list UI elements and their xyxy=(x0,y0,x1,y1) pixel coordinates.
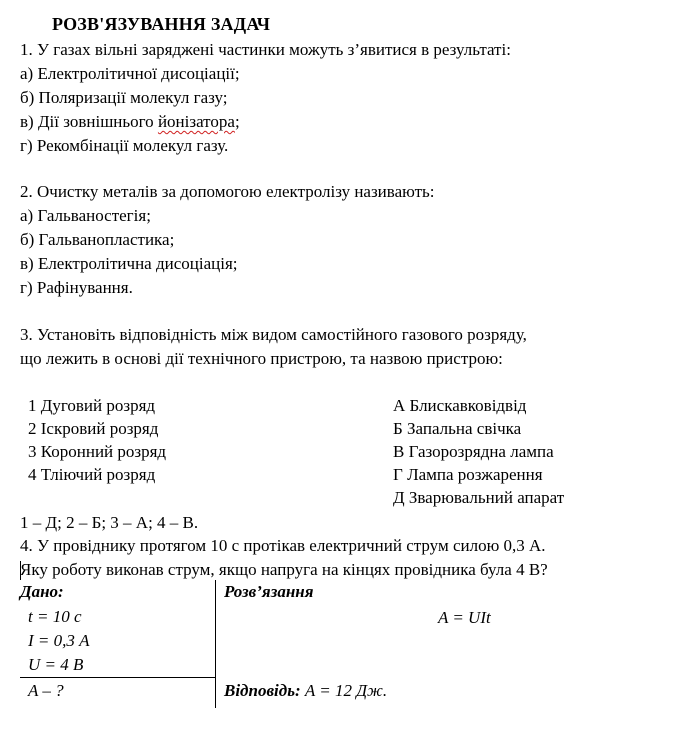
spellcheck-word: йонізатора xyxy=(157,112,235,131)
q2-option-b: б) Гальванопластика; xyxy=(20,230,175,249)
q1-option-b: б) Поляризації молекул газу; xyxy=(20,88,228,107)
find-item: A – ? xyxy=(28,681,64,700)
q3-right-item: В Газорозрядна лампа xyxy=(393,442,554,461)
q3-question-line2: що лежить в основі дії технічного пристрою, та назвою пристрою: xyxy=(20,349,503,368)
answer-label: Відповідь: xyxy=(224,681,301,700)
q4-line1: 4. У провіднику протягом 10 с протікав електричний струм силою 0,3 А. xyxy=(20,536,546,555)
q3-left-item: 1 Дуговий розряд xyxy=(28,396,156,415)
q2-option-c: в) Електролітична дисоціація; xyxy=(20,254,238,273)
q3-right-item: А Блискавковідвід xyxy=(393,396,527,415)
q1-question: 1. У газах вільні заряджені частинки можуть з’явитися в результаті: xyxy=(20,40,511,59)
given-item: U = 4 В xyxy=(28,655,84,674)
q1-option-c xyxy=(20,111,240,133)
final-answer xyxy=(224,680,387,702)
given-item: I = 0,3 А xyxy=(28,631,90,650)
q1-option-c-suffix: ; xyxy=(234,112,240,131)
page-title: РОЗВ'ЯЗУВАННЯ ЗАДАЧ xyxy=(52,14,271,34)
q1-option-a: а) Електролітичної дисоціації; xyxy=(20,64,240,83)
given-label: Дано: xyxy=(20,582,64,601)
answer-value: A = 12 Дж. xyxy=(300,681,388,700)
q4-line2: Яку роботу виконав струм, якщо напруга на кінцях провідника була 4 В? xyxy=(20,560,548,579)
q1-option-c-prefix: в) Дії зовнішнього xyxy=(20,112,158,131)
q3-right-item: Б Запальна свічка xyxy=(393,419,522,438)
solution-divider-vertical xyxy=(215,580,216,708)
q3-left-item: 4 Тліючий розряд xyxy=(28,465,156,484)
q2-option-a: а) Гальваностегія; xyxy=(20,206,151,225)
given-item: t = 10 с xyxy=(28,607,82,626)
q1-option-d: г) Рекомбінації молекул газу. xyxy=(20,136,229,155)
q3-question-line1: 3. Установіть відповідність між видом самостійного газового розряду, xyxy=(20,325,527,344)
q3-left-item: 2 Іскровий розряд xyxy=(28,419,159,438)
q3-right-item: Д Зварювальний апарат xyxy=(393,488,565,507)
q2-option-d: г) Рафінування. xyxy=(20,278,133,297)
q3-answer: 1 – Д; 2 – Б; 3 – А; 4 – В. xyxy=(20,513,199,532)
solution-formula: A = UIt xyxy=(438,608,491,627)
q2-question: 2. Очистку металів за допомогою електролізу називають: xyxy=(20,182,435,201)
solution-divider-horizontal xyxy=(20,677,216,678)
solution-label: Розв’язання xyxy=(224,582,314,601)
q3-right-item: Г Лампа розжарення xyxy=(393,465,543,484)
q3-left-item: 3 Коронний розряд xyxy=(28,442,167,461)
